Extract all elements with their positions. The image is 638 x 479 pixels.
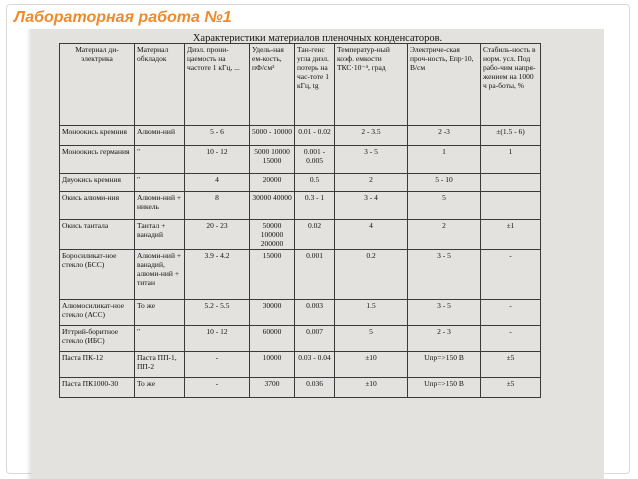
value-cell: ±10 bbox=[335, 378, 408, 398]
value-cell: 1 bbox=[481, 146, 541, 174]
value-cell: 0.003 bbox=[295, 300, 335, 326]
value-cell: 3 - 5 bbox=[408, 250, 481, 300]
value-cell: 2 - 3.5 bbox=[335, 126, 408, 146]
value-cell: - bbox=[481, 300, 541, 326]
electrode-cell: Алюми-ний + ванадий, алюми-ний + титан bbox=[135, 250, 185, 300]
electrode-cell: Тантал + ванадий bbox=[135, 220, 185, 250]
value-cell: 5 bbox=[335, 326, 408, 352]
value-cell: 0.001 bbox=[295, 250, 335, 300]
value-cell: Uпр=>150 В bbox=[408, 352, 481, 378]
value-cell: 5 - 6 bbox=[185, 126, 250, 146]
value-cell: - bbox=[185, 352, 250, 378]
electrode-cell: То же bbox=[135, 300, 185, 326]
value-cell: 30000 bbox=[250, 300, 295, 326]
value-cell: 5 bbox=[408, 192, 481, 220]
value-cell: 1 bbox=[408, 146, 481, 174]
capacitor-materials-table bbox=[59, 43, 541, 398]
table-row bbox=[60, 220, 541, 250]
value-cell: - bbox=[185, 378, 250, 398]
value-cell bbox=[481, 174, 541, 192]
table-row bbox=[60, 250, 541, 300]
value-cell: 50000 100000 200000 bbox=[250, 220, 295, 250]
table-row bbox=[60, 378, 541, 398]
value-cell: 5.2 - 5.5 bbox=[185, 300, 250, 326]
column-header: Температур-ный коэф. емкости ТКС·10⁻⁴, град bbox=[335, 44, 408, 126]
value-cell: ±5 bbox=[481, 378, 541, 398]
value-cell: 2 -3 bbox=[408, 126, 481, 146]
value-cell: 4 bbox=[185, 174, 250, 192]
value-cell: 4 bbox=[335, 220, 408, 250]
table-row bbox=[60, 146, 541, 174]
column-header: Тан-генс угла диэл. потерь на час-тоте 1 кГц, tg bbox=[295, 44, 335, 126]
value-cell: 20 - 23 bbox=[185, 220, 250, 250]
value-cell: 0.02 bbox=[295, 220, 335, 250]
value-cell: 2 bbox=[335, 174, 408, 192]
value-cell: 0.3 - 1 bbox=[295, 192, 335, 220]
value-cell: 0.2 bbox=[335, 250, 408, 300]
value-cell: ±10 bbox=[335, 352, 408, 378]
column-header: Удель-ная ем-кость, пФ/см² bbox=[250, 44, 295, 126]
table-caption: Характеристики материалов пленочных конденсаторов. bbox=[192, 33, 443, 44]
electrode-cell: Алюми-ний + никель bbox=[135, 192, 185, 220]
table-row bbox=[60, 352, 541, 378]
value-cell: 10 - 12 bbox=[185, 326, 250, 352]
value-cell: - bbox=[481, 250, 541, 300]
value-cell: ±1 bbox=[481, 220, 541, 250]
electrode-cell: То же bbox=[135, 378, 185, 398]
value-cell: 15000 bbox=[250, 250, 295, 300]
value-cell: 2 - 3 bbox=[408, 326, 481, 352]
electrode-cell: Алюми-ний bbox=[135, 126, 185, 146]
column-header: Материал ди-электрика bbox=[60, 44, 135, 126]
table-row bbox=[60, 126, 541, 146]
material-cell: Алюмосиликат-ное стекло (АСС) bbox=[60, 300, 135, 326]
table-row bbox=[60, 300, 541, 326]
column-header: Электриче-ская проч-ность, Eпр·10, В/см bbox=[408, 44, 481, 126]
value-cell: 5000 - 10000 bbox=[250, 126, 295, 146]
electrode-cell: " bbox=[135, 326, 185, 352]
value-cell: ±(1.5 - 6) bbox=[481, 126, 541, 146]
column-header: Стабиль-ность в норм. усл. Под рабо-чим напря-жением на 1000 ч ра-боты, % bbox=[481, 44, 541, 126]
electrode-cell: Паста ПП-1, ПП-2 bbox=[135, 352, 185, 378]
value-cell bbox=[481, 192, 541, 220]
value-cell: 0.01 - 0.02 bbox=[295, 126, 335, 146]
value-cell: 3 - 5 bbox=[408, 300, 481, 326]
value-cell: 60000 bbox=[250, 326, 295, 352]
value-cell: 3700 bbox=[250, 378, 295, 398]
column-header: Материал обкладок bbox=[135, 44, 185, 126]
value-cell: 2 bbox=[408, 220, 481, 250]
value-cell: 1.5 bbox=[335, 300, 408, 326]
material-cell: Моноокись германия bbox=[60, 146, 135, 174]
value-cell: 0.5 bbox=[295, 174, 335, 192]
table-row bbox=[60, 174, 541, 192]
value-cell: - bbox=[481, 326, 541, 352]
value-cell: 30000 40000 bbox=[250, 192, 295, 220]
value-cell: 20000 bbox=[250, 174, 295, 192]
table-row bbox=[60, 192, 541, 220]
value-cell: 10000 bbox=[250, 352, 295, 378]
electrode-cell: " bbox=[135, 174, 185, 192]
table-row bbox=[60, 326, 541, 352]
value-cell: 5 - 10 bbox=[408, 174, 481, 192]
value-cell: Uпр=>150 В bbox=[408, 378, 481, 398]
electrode-cell: " bbox=[135, 146, 185, 174]
slide-title: Лабораторная работа №1 bbox=[14, 9, 232, 26]
value-cell: 0.001 - 0.005 bbox=[295, 146, 335, 174]
header-row bbox=[60, 44, 541, 126]
material-cell: Двуокись кремния bbox=[60, 174, 135, 192]
value-cell: 3 - 4 bbox=[335, 192, 408, 220]
value-cell: 5000 10000 15000 bbox=[250, 146, 295, 174]
material-cell: Окись алюми-ния bbox=[60, 192, 135, 220]
value-cell: ±5 bbox=[481, 352, 541, 378]
value-cell: 8 bbox=[185, 192, 250, 220]
material-cell: Паста ПК1000-30 bbox=[60, 378, 135, 398]
value-cell: 3 - 5 bbox=[335, 146, 408, 174]
material-cell: Моноокись кремния bbox=[60, 126, 135, 146]
material-cell: Иттрий-боритное стекло (ИБС) bbox=[60, 326, 135, 352]
column-header: Диэл. прони-цаемость на частоте 1 кГц, ... bbox=[185, 44, 250, 126]
value-cell: 3.9 - 4.2 bbox=[185, 250, 250, 300]
value-cell: 10 - 12 bbox=[185, 146, 250, 174]
value-cell: 0.03 - 0.04 bbox=[295, 352, 335, 378]
material-cell: Паста ПК-12 bbox=[60, 352, 135, 378]
value-cell: 0.007 bbox=[295, 326, 335, 352]
value-cell: 0.036 bbox=[295, 378, 335, 398]
material-cell: Окись тантала bbox=[60, 220, 135, 250]
material-cell: Боросиликат-ное стекло (БСС) bbox=[60, 250, 135, 300]
